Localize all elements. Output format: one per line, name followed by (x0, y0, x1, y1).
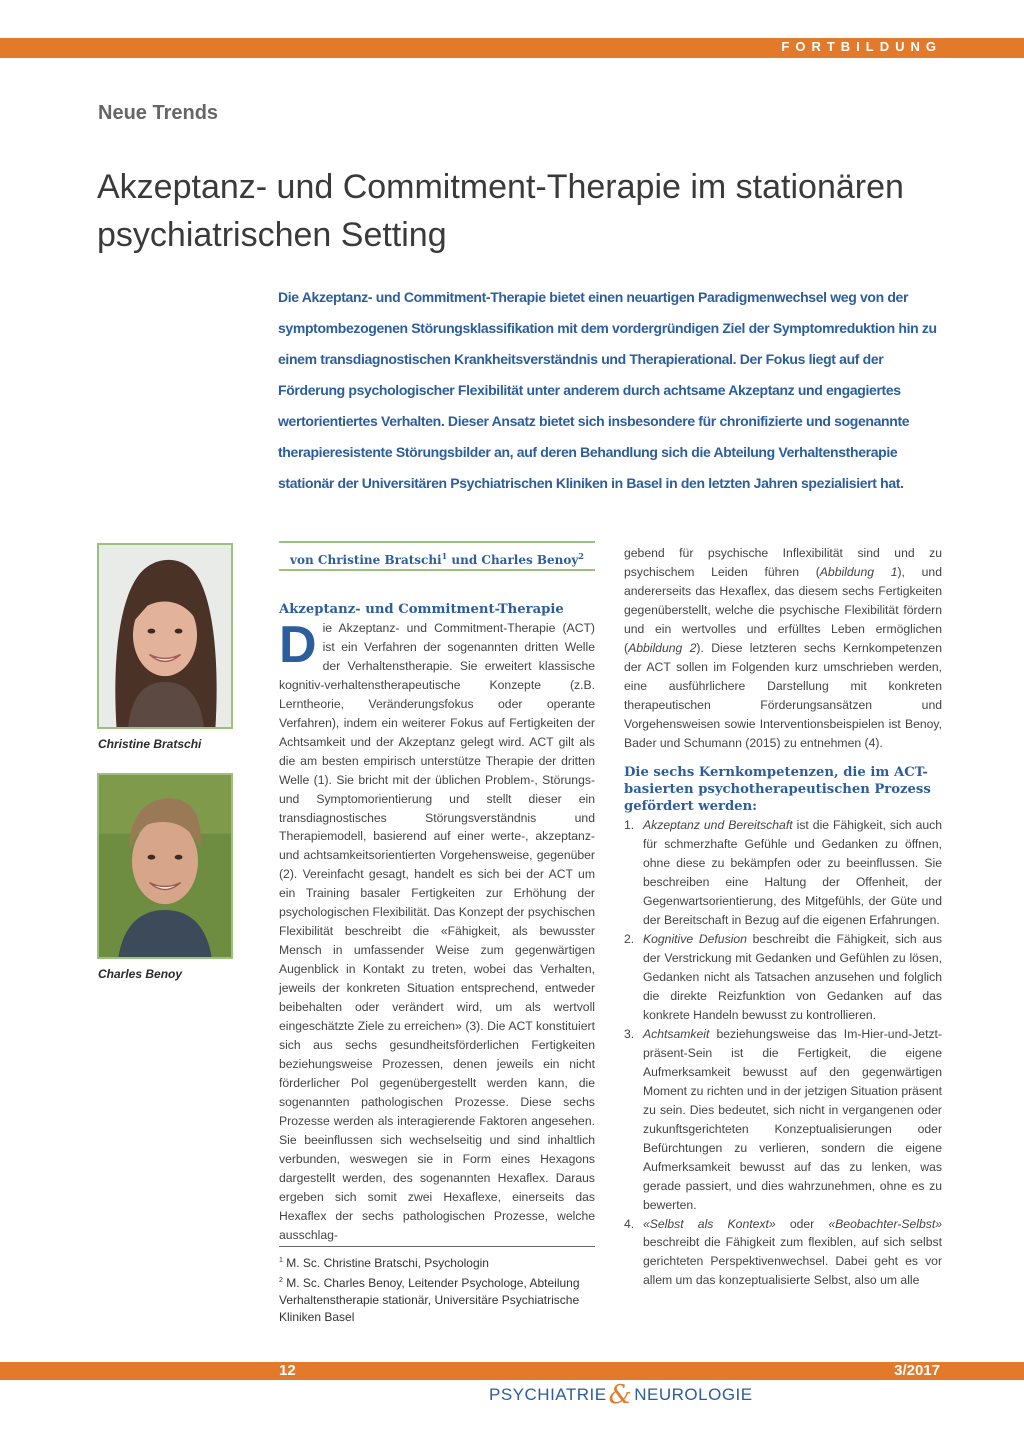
list-text: beziehungsweise das Im-Hier-und-Jetzt-präsent-Sein ist die Fertigkeit, die eigene Aufmerksamkeit bewusst auf den gegenwärtigen Moment zu richten und in der jetzigen Situation präsent zu sein. Dies bedeutet, sich nicht in vergangenen oder zukunftsgerichteten Konzeptualisierungen oder Befürchtungen zu verlieren, sondern die eigene Aufmerksamkeit bewusst auf das zu lenken, was gerade passiert, und dies wahrzunehmen, ohne es zu bewerten. (643, 1026, 942, 1212)
section-label: FORTBILDUNG (781, 39, 942, 54)
intro-text-2: ), und andererseits das Hexaflex, das diesem sechs Fertigkeiten gegenüberstellt, welche die psychische Flexibilität fördern und ein wertvolles und erfülltes Leben ermöglichen ( (624, 564, 942, 655)
list-connector: oder (775, 1216, 829, 1231)
list-item (624, 930, 942, 1025)
photo-caption-benoy: Charles Benoy (98, 967, 183, 981)
article-lead: Die Akzeptanz- und Commitment-Therapie bietet einen neuartigen Paradigmenwechsel weg von der symptombezogenen Störungsklassifikation mit dem vordergründigen Ziel der Symptomreduktion hin zu einem transdiagnostischen Krankheitsverständnis und Therapierational. Der Fokus liegt auf der Förderung psychologischer Flexibilität unter anderem durch achtsame Akzeptanz und engagiertes wertorientiertes Verhalten. Dieser Ansatz bietet sich insbesondere für chronifizierte und sogenannte therapieresistente Störungsbilder an, auf deren Behandlung sich die Abteilung Verhaltenstherapie stationär der Universitären Psychiatrischen Kliniken in Basel in den letzten Jahren spezialisiert hat. (278, 289, 937, 491)
portrait-woman-image (99, 545, 231, 727)
byline-author-2: Charles Benoy (481, 553, 579, 567)
core-competency-list (624, 816, 942, 1290)
photo-caption-bratschi: Christine Bratschi (98, 737, 202, 751)
section-heading-core-competencies: Die sechs Kernkompetenzen, die im ACT-basierten psychotherapeutischen Prozess gefördert werden: (624, 765, 931, 815)
author-photo-bratschi (97, 543, 233, 729)
list-term: Akzeptanz und Bereitschaft (643, 818, 793, 833)
text-column-1 (279, 601, 595, 1244)
article-kicker: Neue Trends (98, 102, 219, 124)
footnote-text: M. Sc. Christine Bratschi, Psychologin (282, 1256, 489, 1270)
footnote-1 (279, 1252, 595, 1272)
section-heading-act: Akzeptanz- und Commitment-Therapie (279, 602, 564, 617)
figure-reference-1: Abbildung 1 (819, 564, 898, 579)
intro-text-3: ). Diese letzteren sechs Kernkompetenzen der ACT sollen im Folgenden kurz umschrieben werden, eine ausführlichere Darstellung mit konkreten therapeutischen Förderungsansätzen und Vorgehensweisen sowie Interventionsbeispielen ist Benoy, Bader und Schumann (2015) zu entnehmen (4). (624, 640, 942, 750)
drop-cap: D (279, 616, 317, 674)
list-item (624, 1025, 942, 1215)
list-text: beschreibt die Fähigkeit, sich aus der Verstrickung mit Gedanken und Gefühlen zu lösen, Gedanken nicht als Tatsachen anzusehen und folglich die direkte Reizfunktion von Gedanken auf das konkrete Handeln bewusst zu kontrollieren. (643, 932, 942, 1023)
footnote-mark: 2 (279, 1277, 283, 1284)
byline-author-1: Christine Bratschi (317, 553, 442, 567)
footnotes (279, 1252, 595, 1326)
byline-footnote-mark-1: 1 (441, 551, 448, 561)
journal-name-part-1: PSYCHIATRIE (489, 1385, 607, 1404)
list-item (624, 816, 942, 930)
list-term-2: «Beobachter-Selbst» (828, 1216, 942, 1231)
list-item (624, 1215, 942, 1291)
list-term: «Selbst als Kontext» (643, 1216, 776, 1231)
footer-bar (0, 1362, 1024, 1380)
journal-ampersand: & (608, 1380, 633, 1410)
byline-box (279, 541, 595, 571)
list-number: 3. (624, 1026, 635, 1041)
footnote-mark: 1 (279, 1257, 283, 1264)
header-bar (0, 38, 1024, 58)
list-number: 4. (624, 1216, 635, 1231)
list-text: ist die Fähigkeit, sich auch für schmerzhafte Gefühle und Gedanken zu öffnen, ohne diese zu bekämpfen oder zu beeinflussen. Sie beschreiben eine Haltung der Offenheit, der Gegenwartsorientierung, des Mitgefühls, der Güte und der Bereitschaft in Bezug auf die eigenen Erfahrungen. (643, 818, 942, 928)
portrait-man-image (99, 775, 231, 957)
journal-logo (489, 1380, 753, 1410)
footnote-text: M. Sc. Charles Benoy, Leitender Psychologe, Abteilung Verhaltenstherapie stationär, Universitäre Psychiatrische Kliniken Basel (279, 1276, 580, 1324)
issue-number: 3/2017 (894, 1362, 940, 1379)
section-body-text: ie Akzeptanz- und Commitment-Therapie (ACT) ist ein Verfahren der sogenannten dritten Welle der Verhaltenstherapie. Sie erweitert klassische kognitiv-verhaltenstherapeutische Konzepte (z.B. Lerntheorie, Veränderungsfokus oder operante Verfahren), indem ein weiterer Fokus auf Fertigkeiten der Achtsamkeit und der Akzeptanz gelegt wird. ACT gilt als die am besten empirisch unterstütze Therapie der dritten Welle (1). Sie bricht mit der üblichen Problem-, Störungs- und Symptomorientierung und stellt dieser ein transdiagnostisches Störungsverständnis und Therapiemodell, basierend auf einer werte-, akzeptanz- und achtsamkeitsorientierten Vorgehensweise, gegenüber (2). Vereinfacht gesagt, handelt es sich bei der ACT um ein Training basaler Fertigkeiten zur Erhöhung der psychologischen Flexibilität. Das Konzept der psychischen Flexibilität beschreibt die «Fähigkeit, als bewusster Mensch in umfassender Weise zum gegenwärtigen Augenblick in Kontakt zu treten, wobei das Verhalten, jeweils der konkreten Situation entsprechend, entweder beibehalten oder verändert wird, um als wertvoll eingeschätzte Ziele zu erreichen» (3). Die ACT konstituiert sich aus sechs gesundheitsförderlichen Fertigkeiten beziehungsweise Prozessen, denen jeweils ein nicht förderlicher Pol gegenübergestellt werden kann, die sogenannten pathologischen Prozesse. Diese sechs Prozesse werden als interagierende Faktoren angesehen. Sie beeinflussen sich wechselseitig und sind inhaltlich verbunden, weswegen sie in Form eines Hexagons dargestellt werden, des sogenannten Hexaflex. Daraus ergeben sich somit zwei Hexaflexe, einerseits das Hexaflex der sechs pathologischen Prozesse, welche ausschlag- (279, 621, 595, 1242)
article-title: Akzeptanz- und Commitment-Therapie im stationären psychiatrischen Setting (97, 167, 904, 254)
column-2-intro (624, 544, 942, 752)
byline (279, 543, 595, 573)
byline-footnote-mark-2: 2 (578, 551, 584, 561)
text-column-2 (624, 544, 942, 1290)
list-number: 1. (624, 818, 635, 833)
byline-prefix: von (290, 553, 314, 567)
section-body-act (279, 616, 595, 1244)
list-term: Kognitive Defusion (643, 932, 747, 947)
byline-connector: und (451, 553, 478, 567)
list-number: 2. (624, 932, 635, 947)
intro-text-1: gebend für psychische Inflexibilität sind und zu psychischem Leiden führen ( (624, 546, 942, 579)
footnote-2 (279, 1272, 595, 1326)
journal-name-part-2: NEUROLOGIE (634, 1385, 753, 1404)
footnote-divider (279, 1246, 595, 1247)
list-term: Achtsamkeit (643, 1026, 710, 1041)
author-photo-benoy (97, 773, 233, 959)
list-text: beschreibt die Fähigkeit zum flexiblen, auf sich selbst gerichteten Perspektivenwechsel. Dabei geht es vor allem um das konzeptualisierte Selbst, also um alle (643, 1235, 942, 1288)
figure-reference-2: Abbildung 2 (628, 640, 697, 655)
page-number: 12 (279, 1362, 296, 1379)
